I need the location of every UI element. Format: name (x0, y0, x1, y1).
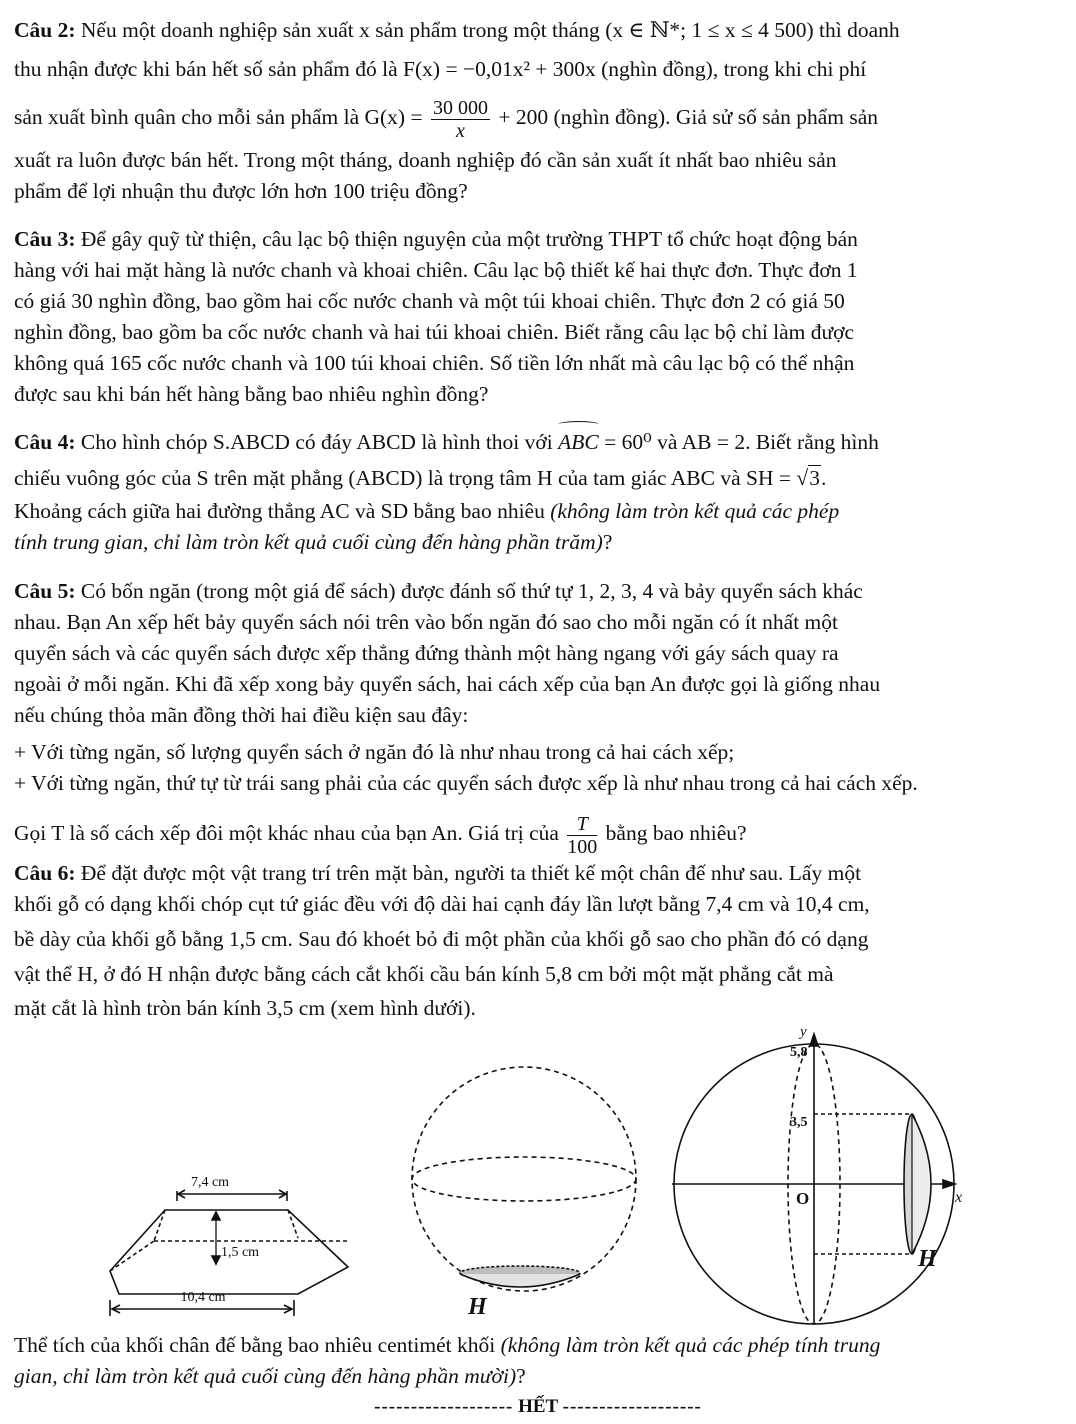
q3-text: Để gây quỹ từ thiện, câu lạc bộ thiện nguyện của một trường THPT tổ chức hoạt động bán (75, 227, 858, 251)
q3-text: được sau khi bán hết hàng bằng bao nhiêu nghìn đồng? (14, 382, 489, 406)
q4-note: tính trung gian, chỉ làm tròn kết quả cuối cùng đến hàng phần trăm) (14, 530, 603, 554)
q5-condition: + Với từng ngăn, thứ tự từ trái sang phải của các quyển sách được xếp là như nhau trong cả hai cách xếp. (14, 771, 918, 795)
q6-text: bề dày của khối gỗ bằng 1,5 cm. Sau đó khoét bỏ đi một phần của khối gỗ sao cho phần đó có dạng (14, 927, 869, 951)
q5-text: ngoài ở mỗi ngăn. Khi đã xếp xong bảy quyển sách, hai cách xếp của bạn An được gọi là giống nhau (14, 672, 881, 696)
q5-text: Gọi T là số cách xếp đôi một khác nhau của bạn An. Giá trị của (14, 821, 565, 845)
frustum-height-label: 1,5 cm (220, 1245, 260, 1260)
q3-text: hàng với hai mặt hàng là nước chanh và khoai chiên. Câu lạc bộ thiết kế hai thực đơn. Thực đơn 1 (14, 258, 858, 282)
q4-text: . (820, 466, 827, 490)
footer-dashes-right: ------------------- (562, 1396, 702, 1417)
sphere-h-label: H (468, 1294, 487, 1320)
q4-text: Cho hình chóp S.ABCD có đáy ABCD là hình thoi với (75, 430, 559, 454)
q2-text: sản xuất bình quân cho mỗi sản phẩm là G(x) = (14, 105, 428, 129)
q2-domain: (x ∈ ℕ*; 1 ≤ x ≤ 4 500) (605, 18, 814, 42)
q6-text: ? (516, 1364, 526, 1388)
q4-note: (không làm tròn kết quả các phép (550, 499, 840, 523)
q6-note: (không làm tròn kết quả các phép tính trung (500, 1333, 881, 1357)
q3-lead: Câu 3: (14, 227, 76, 251)
axis-y-mid-label: 3,5 (790, 1115, 808, 1130)
q2-text: thu nhận được khi bán hết số sản phẩm đó là F(x) = −0,01x² + 300x (nghìn đồng), trong khi chi phí (14, 57, 867, 81)
q2-text: xuất ra luôn được bán hết. Trong một tháng, doanh nghiệp đó cần sản xuất ít nhất bao nhiêu sản (14, 148, 837, 172)
q6-lead: Câu 6: (14, 861, 76, 885)
q6-text: mặt cắt là hình tròn bán kính 3,5 cm (xem hình dưới). (14, 996, 476, 1020)
sphere-figure (412, 1067, 636, 1291)
q5-fraction: $\frac{T}{100}$ (567, 812, 598, 858)
q3-text: có giá 30 nghìn đồng, bao gồm hai cốc nước chanh và một túi khoai chiên. Thực đơn 2 có giá 50 (14, 289, 845, 313)
q5-text: Có bốn ngăn (trong một giá để sách) được đánh số thứ tự 1, 2, 3, 4 và bảy quyển sách khác (75, 579, 863, 603)
q4-text: Khoảng cách giữa hai đường thẳng AC và SD bằng bao nhiêu (14, 499, 551, 523)
q6-note: gian, chỉ làm tròn kết quả cuối cùng đến hàng phần mười) (14, 1364, 517, 1388)
q4-text: = 60⁰ và AB = 2. Biết rằng hình (598, 430, 879, 454)
q4-lead: Câu 4: (14, 430, 76, 454)
end-footer (0, 1392, 1076, 1423)
q4-text: chiếu vuông góc của S trên mặt phẳng (ABCD) là trọng tâm H của tam giác ABC và SH = √ (14, 466, 809, 490)
q4-angle: ABC (558, 424, 599, 460)
q6-text: Để đặt được một vật trang trí trên mặt bàn, người ta thiết kế một chân đế như sau. Lấy một (75, 861, 862, 885)
q2-text: thì doanh (813, 18, 900, 42)
q4-text: ? (602, 530, 613, 554)
q3-text: không quá 165 cốc nước chanh và 100 túi khoai chiên. Số tiền lớn nhất mà câu lạc bộ có thể nhận (14, 351, 855, 375)
axes-figure (672, 1034, 955, 1324)
question-3 (14, 224, 1054, 410)
footer-dashes-left: ------------------- (374, 1396, 514, 1417)
question-4 (14, 424, 1054, 558)
question-6-ending (14, 1330, 1054, 1392)
question-6 (14, 858, 1054, 1024)
q4-sqrt: 3 (809, 466, 820, 490)
q6-text: vật thể H, ở đó H nhận được bằng cách cắt khối cầu bán kính 5,8 cm bởi một mặt phẳng cắt mà (14, 962, 834, 986)
question-5 (14, 576, 1054, 858)
q2-lead: Câu 2: (14, 18, 76, 42)
q5-text: quyển sách và các quyển sách được xếp thẳng đứng thành một hàng ngang với gáy sách quay ra (14, 641, 839, 665)
q2-text: Nếu một doanh nghiệp sản xuất x sản phẩm trong một tháng (75, 18, 606, 42)
axis-x-label: x (955, 1189, 963, 1206)
q2-text: + 200 (nghìn đồng). Giả sử số sản phẩm sản (492, 105, 879, 129)
q5-lead: Câu 5: (14, 579, 76, 603)
frustum-top-label: 7,4 cm (190, 1175, 230, 1190)
end-label: HẾT (518, 1396, 558, 1417)
axis-y-label: y (800, 1024, 807, 1040)
q6-text: khối gỗ có dạng khối chóp cụt tứ giác đều với độ dài hai cạnh đáy lần lượt bằng 7,4 cm và 10,4 cm, (14, 892, 870, 916)
axis-y-top-label: 5,8 (790, 1045, 808, 1060)
axes-h-label: H (918, 1246, 937, 1272)
q6-text: Thể tích của khối chân đế bằng bao nhiêu centimét khối (14, 1333, 501, 1357)
q5-text: nếu chúng thỏa mãn đồng thời hai điều kiện sau đây: (14, 703, 469, 727)
q2-text: phẩm để lợi nhuận thu được lớn hơn 100 triệu đồng? (14, 179, 468, 203)
frustum-bottom-label: 10,4 cm (180, 1290, 226, 1305)
q2-fraction: $\frac{30 000}{x}$ (432, 96, 488, 142)
q3-text: nghìn đồng, bao gồm ba cốc nước chanh và hai túi khoai chiên. Biết rằng câu lạc bộ chỉ làm được (14, 320, 855, 344)
q5-text: bằng bao nhiêu? (600, 821, 747, 845)
q5-condition: + Với từng ngăn, số lượng quyển sách ở ngăn đó là như nhau trong cả hai cách xếp; (14, 740, 735, 764)
figures (0, 1024, 1076, 1354)
q5-text: nhau. Bạn An xếp hết bảy quyển sách nói trên vào bốn ngăn đó sao cho mỗi ngăn có ít nhất một (14, 610, 838, 634)
question-2 (14, 12, 1054, 207)
origin-label: O (796, 1189, 810, 1208)
